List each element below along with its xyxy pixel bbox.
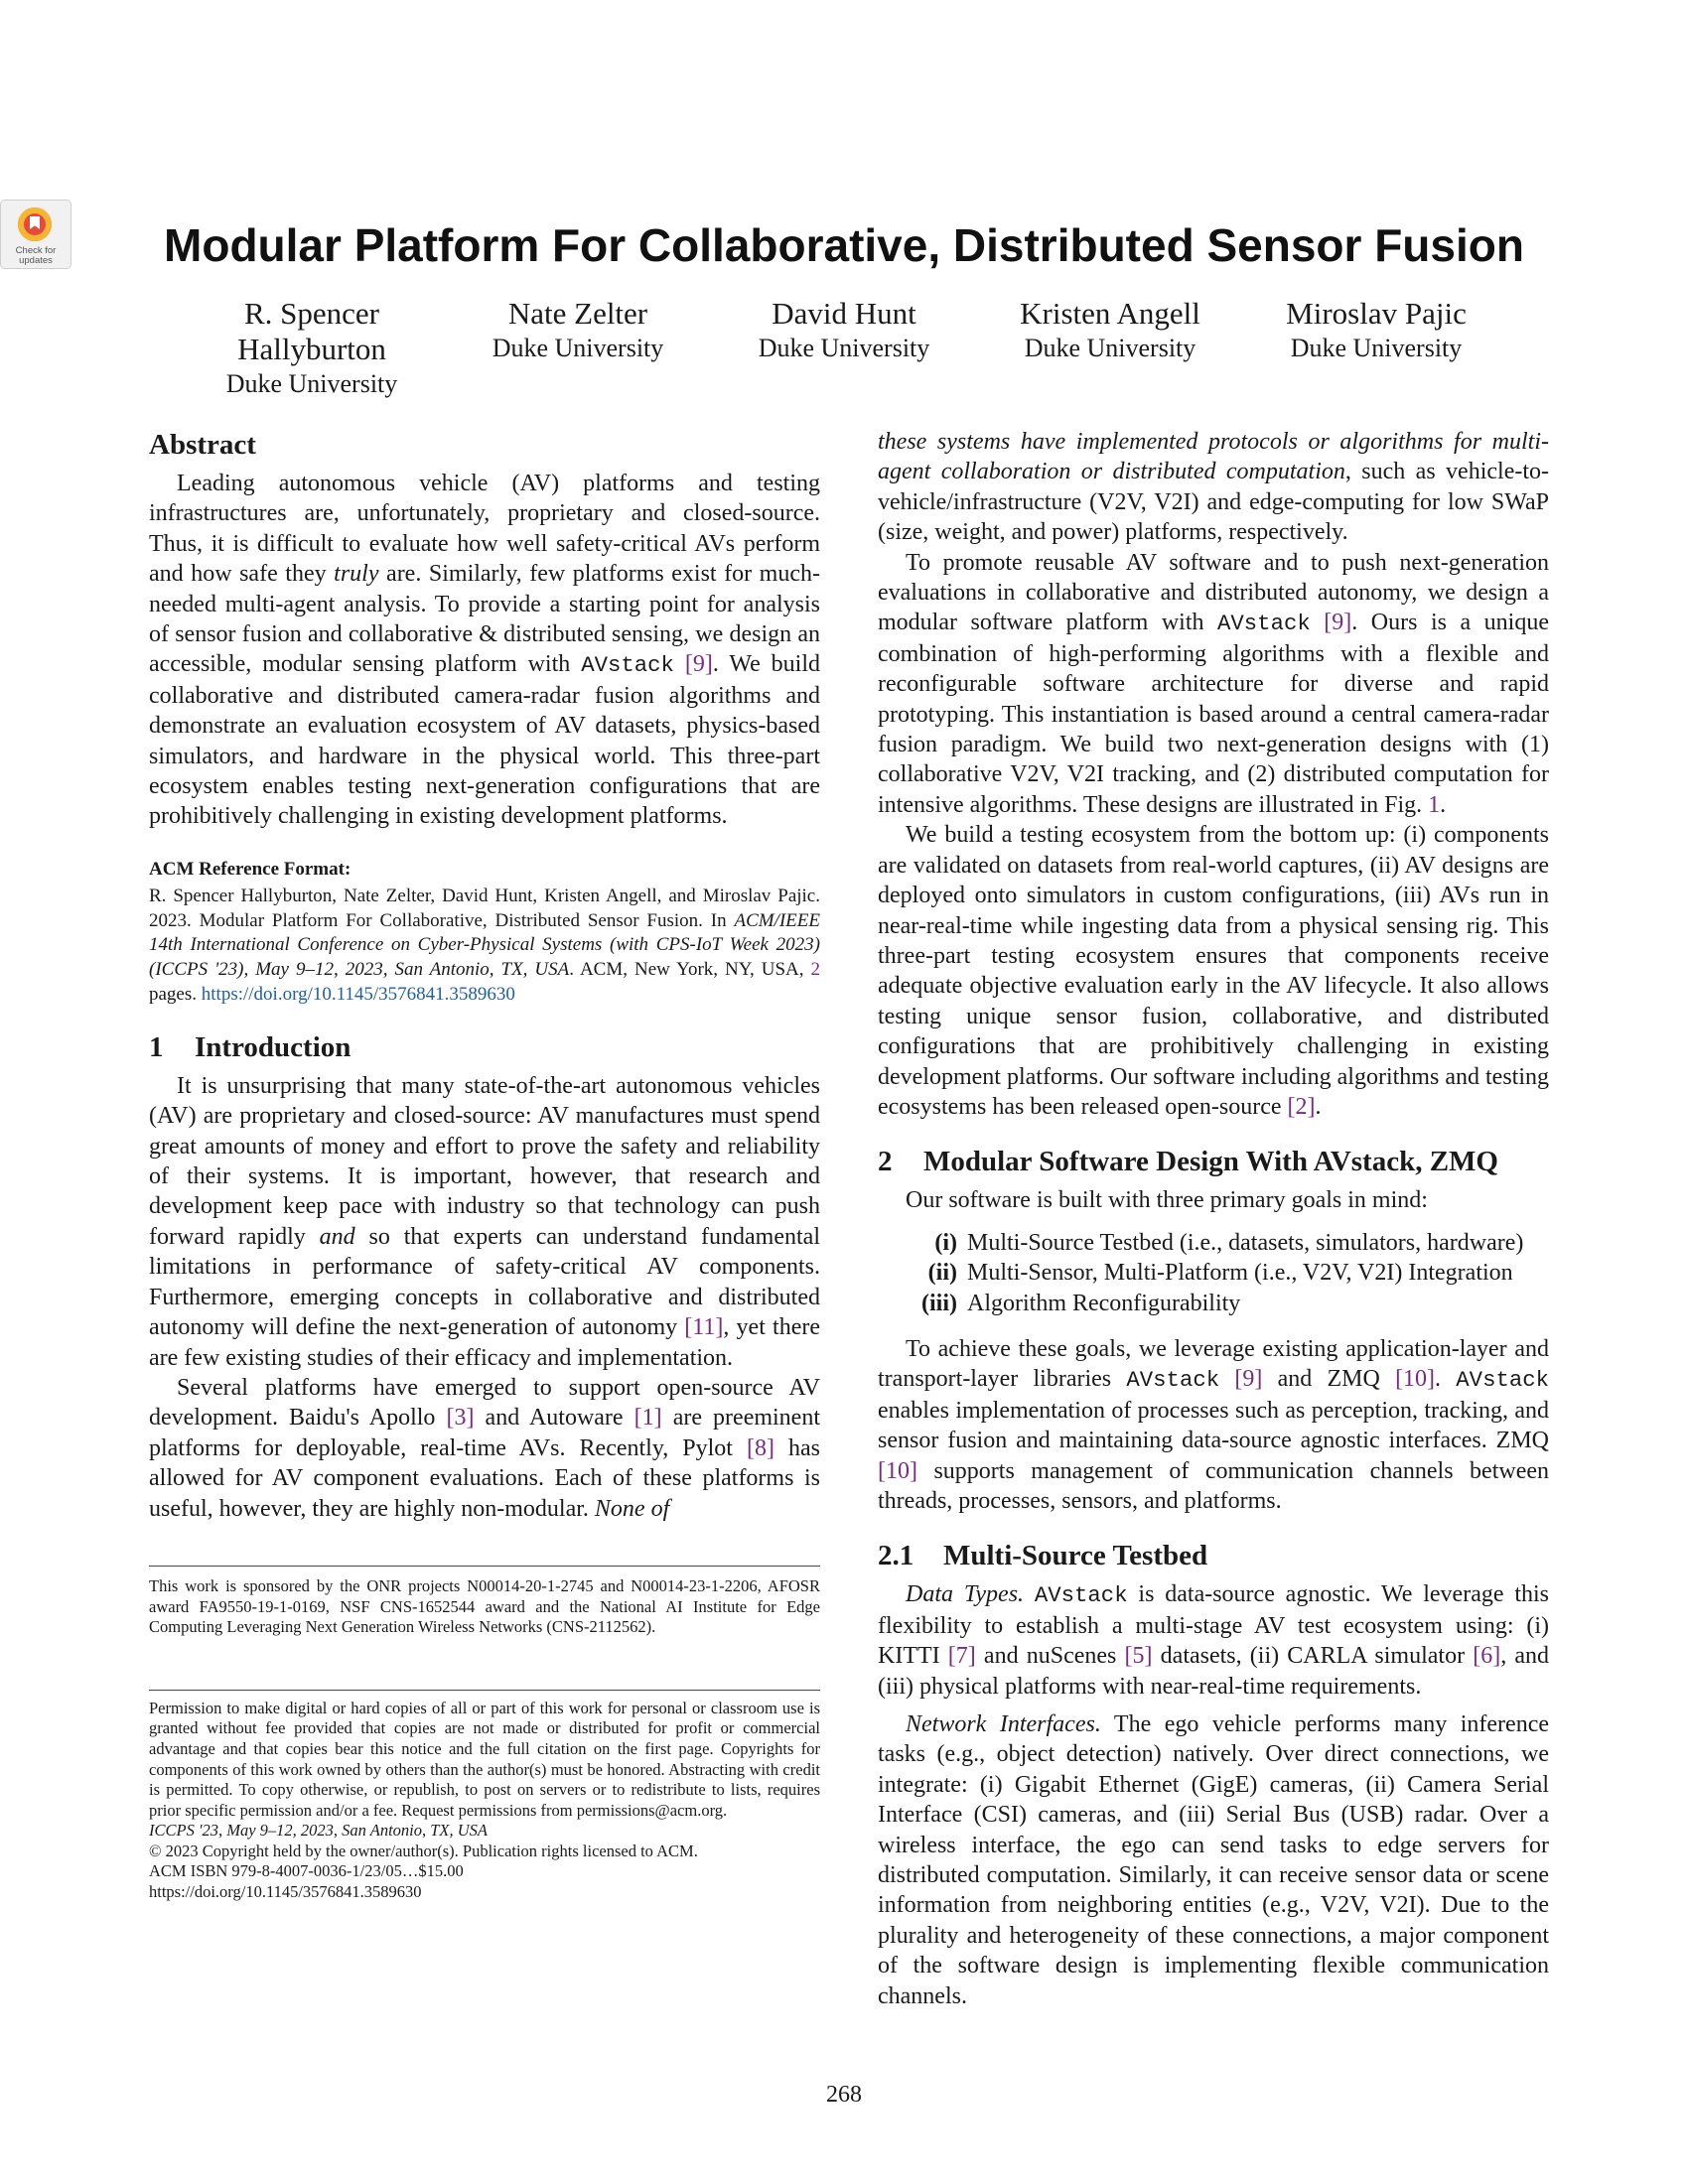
acm-reference-text: R. Spencer Hallyburton, Nate Zelter, David Hunt, Kristen Angell, and Miroslav Pajic. 2023. Modular Platform For Collaborative, Distributed Sensor Fusion. In ACM/IEEE 14th International Conference on Cyber-Physical Systems (with CPS-IoT Week 2023) (ICCPS '23), May 9–12, 2023, San Antonio, TX, USA. ACM, New York, NY, USA, 2 pages. https://doi.org/10.1145/3576841.3589630 xyxy=(149,885,820,1006)
citation-link[interactable]: [11] xyxy=(684,1314,724,1341)
sponsor-footnote: This work is sponsored by the ONR projects N00014-20-1-2745 and N00014-23-1-2206, AFOSR award FA9550-19-1-0169, NSF CNS-1652544 award and the National AI Institute for Edge Computing Leveraging Next Generation Wireless Networks (CNS-2112562). xyxy=(149,1575,820,1637)
author-name: Kristen Angell xyxy=(1020,296,1200,331)
citation-link[interactable]: [1] xyxy=(633,1405,662,1432)
paragraph: Several platforms have emerged to support open-source AV development. Baidu's Apollo [3] and Autoware [1] are preeminent platforms for deployable, real-time AVs. Recently, Pylot [8] has allowed for AV component evaluations. Each of these platforms is useful, however, they are highly non-modular. None of xyxy=(149,1374,821,1522)
figure-link[interactable]: 1 xyxy=(1428,791,1441,818)
section-heading-introduction: 1 Introduction xyxy=(149,1030,352,1063)
citation-link[interactable]: [9] xyxy=(684,651,713,678)
citation-link[interactable]: [10] xyxy=(1395,1366,1436,1393)
paragraph: We build a testing ecosystem from the bottom up: (i) components are validated on datasets from real-world captures, (ii) AV designs are deployed onto simulators in custom configurations, (iii) AVs run in near-real-time while ingesting data from a physical sensing rig. This three-part testing ecosystem ensures that components receive adequate objective evaluation early in the AV lifecycle. It also allows testing unique sensor fusion, collaborative, and distributed configurations that are prohibitively challenging in existing development platforms. Our software including algorithms and testing ecosystems has been released open-source [2]. xyxy=(878,822,1549,1120)
list-item: (iii) Algorithm Reconfigurability xyxy=(921,1290,1241,1316)
paragraph: Data Types. AVstack is data-source agnostic. We leverage this flexibility to establish a multi-stage AV test ecosystem using: (i) KITTI [7] and nuScenes [5] datasets, (ii) CARLA simulator [6], and (iii) physical platforms with near-real-time requirements. xyxy=(878,1581,1550,1700)
citation-link[interactable]: [2] xyxy=(1287,1093,1316,1120)
page-number: 268 xyxy=(826,2082,862,2108)
citation-link[interactable]: [10] xyxy=(878,1457,917,1484)
paragraph: It is unsurprising that many state-of-the-art autonomous vehicles (AV) are proprietary and closed-source: AV manufactures must spend great amounts of money and effort to prove the safety and reliability of their systems. It is important, however, that research and development keep pace with industry so that technology can push forward rapidly and so that experts can understand fundamental limitations in performance of safety-critical AV components. Furthermore, emerging concepts in collaborative and distributed autonomy will define the next-generation of autonomy [11], yet there are few existing studies of their efficacy and implementation. xyxy=(149,1072,820,1371)
pages-link[interactable]: 2 xyxy=(810,959,820,981)
citation-link[interactable]: [5] xyxy=(1124,1643,1153,1670)
footnote-divider xyxy=(149,1690,820,1691)
check-for-updates-badge[interactable] xyxy=(0,200,71,269)
author-affiliation: Duke University xyxy=(1290,334,1463,362)
goals-list xyxy=(878,1228,1549,1318)
author-name: Nate Zelter xyxy=(507,296,648,331)
section-heading-software-design: 2 Modular Software Design With AVstack, ZMQ xyxy=(878,1146,1498,1178)
citation-link[interactable]: [9] xyxy=(1324,610,1352,636)
paragraph: Network Interfaces. The ego vehicle performs many inference tasks (e.g., object detection) natively. Over direct connections, we integrate: (i) Gigabit Ethernet (GigE) cameras, (ii) Camera Serial Interface (CSI) cameras, and (iii) Serial Bus (USB) radar. Over a wireless interface, the ego can send tasks to edge servers for distributed computation. Similarly, it can receive sensor data or scene information from neighboring entities (e.g., V2V, V2I). Due to the plurality and heterogeneity of these connections, a major component of the software design is implementing flexible communication channels. xyxy=(878,1711,1550,2009)
paragraph-continued: these systems have implemented protocols or algorithms for multi-agent collaboration or distributed computation, such as vehicle-to-vehicle/infrastructure (V2V, V2I) and edge-computing for low SWaP (size, weight, and power) platforms, respectively. xyxy=(878,429,1549,546)
footnote-divider xyxy=(149,1566,820,1567)
author xyxy=(1243,296,1509,401)
author-affiliation: Duke University xyxy=(492,334,664,362)
badge-label: Check for updates xyxy=(15,245,57,266)
list-item: (i) Multi-Source Testbed (i.e., datasets, simulators, hardware) xyxy=(934,1229,1524,1256)
left-column xyxy=(149,427,820,1903)
acm-reference-heading: ACM Reference Format: xyxy=(149,858,352,880)
doi-link[interactable]: https://doi.org/10.1145/3576841.3589630 xyxy=(201,984,515,1006)
paragraph: To achieve these goals, we leverage existing application-layer and transport-layer libraries AVstack [9] and ZMQ [10]. AVstack enables implementation of processes such as perception, tracking, and sensor fusion and maintaining data-source agnostic interfaces. ZMQ [10] supports management of communication channels between threads, processes, sensors, and platforms. xyxy=(878,1335,1550,1514)
citation-link[interactable]: [3] xyxy=(446,1405,475,1432)
list-item: (ii) Multi-Sensor, Multi-Platform (i.e., V2V, V2I) Integration xyxy=(927,1260,1513,1287)
citation-link[interactable]: [7] xyxy=(947,1643,976,1670)
author-affiliation: Duke University xyxy=(758,334,930,362)
footnote-doi-link[interactable]: https://doi.org/10.1145/3576841.3589630 xyxy=(149,1882,422,1902)
author xyxy=(977,296,1243,401)
citation-link[interactable]: [9] xyxy=(1234,1366,1263,1393)
paragraph: Our software is built with three primary goals in mind: xyxy=(906,1187,1428,1214)
abstract-heading: Abstract xyxy=(149,429,256,461)
author-affiliation: Duke University xyxy=(225,369,398,398)
paper-title: Modular Platform For Collaborative, Distributed Sensor Fusion xyxy=(164,219,1524,271)
citation-link[interactable]: [8] xyxy=(747,1434,774,1461)
crossmark-icon xyxy=(18,207,52,241)
paragraph: To promote reusable AV software and to push next-generation evaluations in collaborative and distributed autonomy, we design a modular software platform with AVstack [9]. Ours is a unique combination of high-performing algorithms with a flexible and reconfigurable software architecture for diverse and rapid prototyping. This instantiation is based around a central camera-radar fusion paradigm. We build two next-generation designs with (1) collaborative V2V, V2I tracking, and (2) distributed computation for intensive algorithms. These designs are illustrated in Fig. 1. xyxy=(878,549,1550,818)
section-heading-multi-source-testbed: 2.1 Multi-Source Testbed xyxy=(878,1540,1208,1572)
author xyxy=(711,296,977,401)
citation-link[interactable]: [6] xyxy=(1473,1643,1501,1670)
author-name: Miroslav Pajic xyxy=(1286,296,1467,331)
author xyxy=(445,296,711,401)
author-list xyxy=(179,296,1509,401)
author-affiliation: Duke University xyxy=(1024,334,1196,362)
abstract-text: Leading autonomous vehicle (AV) platforms and testing infrastructures are, unfortunately, proprietary and closed-source. Thus, it is difficult to evaluate how well safety-critical AVs perform and how safe they truly are. Similarly, few platforms exist for much-needed multi-agent analysis. To provide a starting point for analysis of sensor fusion and collaborative & distributed sensing, we design an accessible, modular sensing platform with AVstack [9]. We build collaborative and distributed camera-radar fusion algorithms and demonstrate an evaluation ecosystem of AV datasets, physics-based simulators, and hardware in the physical world. This three-part ecosystem enables testing next-generation configurations that are prohibitively challenging in existing development platforms. xyxy=(149,471,820,830)
author-name: R. Spencer Hallyburton xyxy=(237,296,386,366)
right-column xyxy=(878,427,1549,2011)
permission-footnote: Permission to make digital or hard copies of all or part of this work for personal or classroom use is granted without fee provided that copies are not made or distributed for profit or commercial advantage and that copies bear this notice and the full citation on the first page. Copyrights for components of this work owned by others than the author(s) must be honored. Abstracting with credit is permitted. To copy otherwise, or republish, to post on servers or to redistribute to lists, requires prior specific permission and/or a fee. Request permissions from permissions@acm.org. ICCPS '23, May 9–12, 2023, San Antonio, TX, USA © 2023 Copyright held by the owner/author(s). Publication rights licensed to ACM. ACM ISBN 979-8-4007-0036-1/23/05…$15.00 https://doi.org/10.1145/3576841.3589630 xyxy=(149,1698,820,1902)
author xyxy=(179,296,445,401)
author-name: David Hunt xyxy=(772,296,916,331)
